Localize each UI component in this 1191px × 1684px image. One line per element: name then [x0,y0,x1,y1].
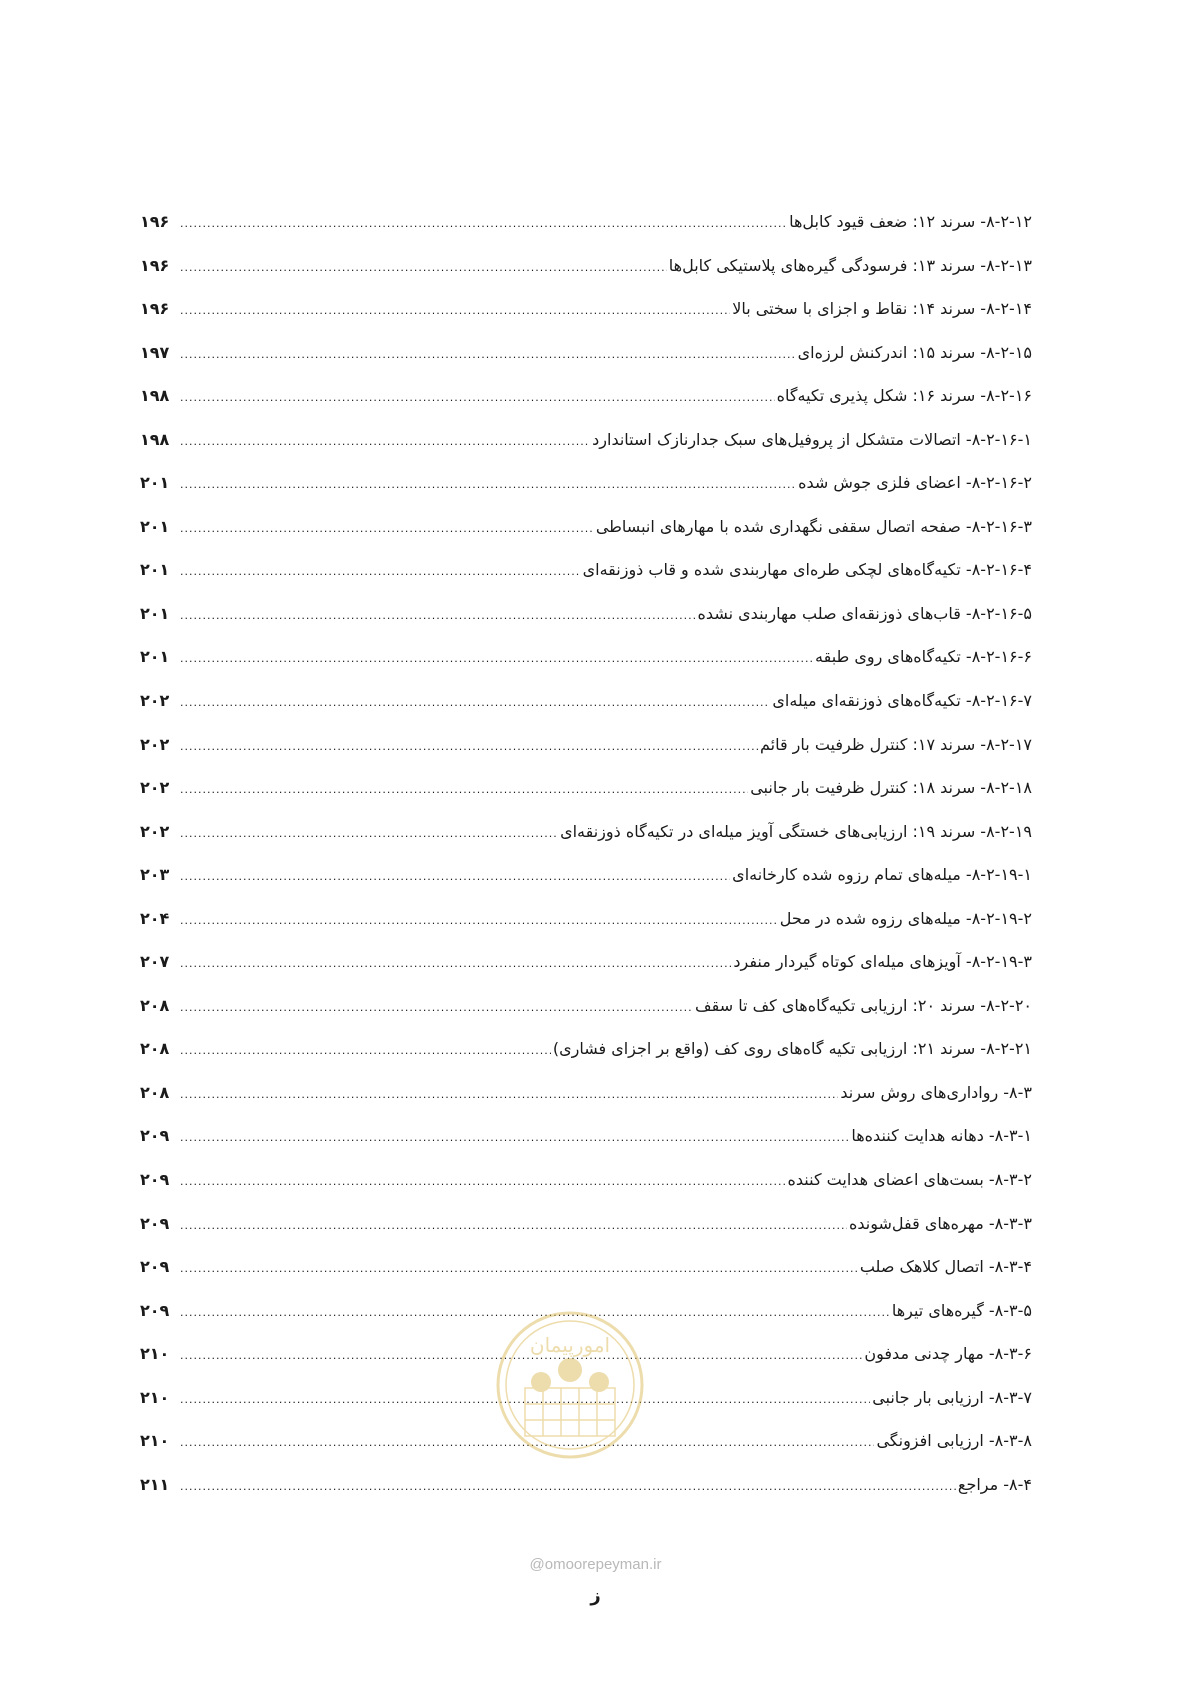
toc-entry-title: ۸-۲-۲۰- سرند ۲۰: ارزیابی تکیه‌گاه‌های کف تا سقف [695,995,1032,1015]
toc-entry-page: ۲۱۰ [140,1387,170,1407]
toc-entry [140,515,1032,559]
toc-entry [140,1255,1032,1299]
toc-dot-leader [180,473,796,497]
watermark-logo [495,1310,645,1460]
toc-entry-page: ۲۰۹ [140,1170,170,1190]
toc-entry [140,428,1032,472]
toc-entry-title: ۸-۳-۱- دهانه هدایت کننده‌ها [851,1126,1032,1146]
toc-dot-leader [180,1126,849,1150]
toc-dot-leader [180,822,558,846]
toc-entry [140,384,1032,428]
toc-entry [140,471,1032,515]
toc-dot-leader [180,691,770,715]
toc-dot-leader [180,1257,858,1281]
toc-dot-leader [180,996,693,1020]
toc-entry [140,733,1032,777]
toc-entry [140,1168,1032,1212]
toc-dot-leader [180,865,730,889]
toc-dot-leader [180,1214,847,1238]
toc-entry-page: ۱۹۸ [140,429,170,449]
toc-entry [140,558,1032,602]
toc-entry-page: ۱۹۶ [140,212,170,231]
toc-entry-page: ۲۰۲ [140,778,170,798]
toc-entry-title: ۸-۴- مراجع [957,1474,1032,1494]
toc-entry-page: ۲۰۲ [140,691,170,711]
toc-entry-page: ۱۹۷ [140,342,170,362]
toc-entry-title: ۸-۳-۴- اتصال کلاهک صلب [859,1257,1032,1277]
page-number: ز [590,1585,601,1606]
watermark-logo-text: امورپیمان [529,1333,611,1357]
toc-entry [140,1473,1032,1517]
toc-entry-page: ۲۰۱ [140,603,170,623]
toc-entry-title: ۸-۲-۱۹- سرند ۱۹: ارزیابی‌های خستگی آویز میله‌ای در تکیه‌گاه ذوزنقه‌ای [560,821,1032,841]
watermark-gears [531,1358,609,1392]
toc-entry [140,1081,1032,1125]
toc-entry-title: ۸-۳-۲- بست‌های اعضای هدایت کننده [787,1170,1032,1190]
toc-entry-title: ۸-۲-۱۶-۱- اتصالات متشکل از پروفیل‌های سبک جدارنازک استاندارد [592,429,1032,449]
toc-entry-title: ۸-۲-۱۶-۶- تکیه‌گاه‌های روی طبقه [815,647,1032,667]
toc-entry-page: ۲۰۹ [140,1257,170,1277]
toc-entry-title: ۸-۲-۱۴- سرند ۱۴: نقاط و اجزای با سختی بالا [732,299,1032,319]
toc-entry [140,210,1032,254]
toc-entry [140,820,1032,864]
toc-dot-leader [180,343,796,367]
toc-entry-title: ۸-۳-۸- ارزیابی افزونگی [876,1431,1032,1451]
toc-dot-leader [180,604,696,628]
toc-entry-title: ۸-۳-۳- مهره‌های قفل‌شونده [848,1213,1032,1233]
toc-dot-leader [180,560,581,584]
toc-entry-title: ۸-۲-۱۹-۳- آویزهای میله‌ای کوتاه گیردار منفرد [733,952,1032,972]
toc-entry-title: ۸-۲-۱۶-۳- صفحه اتصال سقفی نگهداری شده با مهارهای انبساطی [595,516,1032,536]
toc-entry-page: ۲۰۸ [140,1082,170,1102]
toc-entry-title: ۸-۲-۱۶-۴- تکیه‌گاه‌های لچکی طره‌ای مهاربندی شده و قاب ذوزنقه‌ای [582,560,1032,580]
toc-entry-page: ۲۰۹ [140,1126,170,1146]
toc-entry-page: ۱۹۶ [140,299,170,319]
toc-dot-leader [180,909,778,933]
toc-entry [140,645,1032,689]
toc-dot-leader [180,517,594,541]
toc-entry-page: ۲۰۱ [140,560,170,580]
toc-entry-title: ۸-۲-۱۸- سرند ۱۸: کنترل ظرفیت بار جانبی [750,778,1032,798]
toc-entry-page: ۲۰۱ [140,647,170,667]
toc-entry [140,950,1032,994]
toc-dot-leader [180,256,667,280]
toc-dot-leader [180,952,731,976]
toc-entry-page: ۱۹۶ [140,255,170,275]
toc-dot-leader [180,778,748,802]
toc-entry-title: ۸-۲-۱۳- سرند ۱۳: فرسودگی گیره‌های پلاستیکی کابل‌ها [668,255,1032,275]
toc-dot-leader [180,735,758,759]
toc-entry-title: ۸-۲-۱۶-۷- تکیه‌گاه‌های ذوزنقه‌ای میله‌ای [772,691,1032,711]
toc-entry-title: ۸-۳-۶- مهار چدنی مدفون [864,1344,1032,1364]
toc-entry-title: ۸-۲-۱۲- سرند ۱۲: ضعف قیود کابل‌ها [789,212,1032,231]
toc-entry-title: ۸-۳- رواداری‌های روش سرند [840,1082,1032,1102]
toc-entry-page: ۲۰۳ [140,865,170,885]
toc-entry [140,602,1032,646]
toc-entry-title: ۸-۲-۲۱- سرند ۲۱: ارزیابی تکیه گاه‌های روی کف (واقع بر اجزای فشاری) [552,1039,1032,1059]
toc-entry-title: ۸-۲-۱۶- سرند ۱۶: شکل پذیری تکیه‌گاه [776,386,1032,406]
toc-entry [140,1212,1032,1256]
toc-entry [140,341,1032,385]
toc-dot-leader [180,430,590,454]
toc-entry-title: ۸-۲-۱۹-۱- میله‌های تمام رزوه شده کارخانه‌ای [732,865,1032,885]
toc-entry-page: ۲۱۱ [140,1474,170,1494]
toc-entry-page: ۲۰۸ [140,995,170,1015]
toc-dot-leader [180,386,775,410]
toc-entry-title: ۸-۲-۱۹-۲- میله‌های رزوه شده در محل [779,908,1032,928]
toc-entry [140,1124,1032,1168]
toc-entry-page: ۱۹۸ [140,386,170,406]
toc-entry-page: ۲۰۱ [140,516,170,536]
toc-dot-leader [180,1039,551,1063]
toc-dot-leader [180,299,730,323]
toc-entry-page: ۲۰۱ [140,473,170,493]
toc-entry-page: ۲۰۴ [140,908,170,928]
toc-entry-page: ۲۰۲ [140,821,170,841]
toc-dot-leader [180,212,787,236]
toc-entry-title: ۸-۲-۱۶-۵- قاب‌های ذوزنقه‌ای صلب مهاربندی نشده [697,603,1032,623]
watermark-url: @omoorepeyman.ir [529,1556,662,1573]
toc-dot-leader [180,1083,838,1107]
toc-entry-page: ۲۰۷ [140,952,170,972]
toc-entry-page: ۲۰۹ [140,1213,170,1233]
toc-entry-page: ۲۰۸ [140,1039,170,1059]
toc-entry-page: ۲۰۹ [140,1300,170,1320]
toc-entry [140,863,1032,907]
toc-entry-title: ۸-۳-۷- ارزیابی بار جانبی [872,1387,1032,1407]
toc-entry [140,254,1032,298]
toc-entry [140,297,1032,341]
toc-entry [140,907,1032,951]
toc-entry-title: ۸-۲-۱۷- سرند ۱۷: کنترل ظرفیت بار قائم [759,734,1032,754]
toc-entry-title: ۸-۲-۱۶-۲- اعضای فلزی جوش شده [798,473,1032,493]
toc-entry [140,1037,1032,1081]
toc-dot-leader [180,1170,786,1194]
toc-entry [140,689,1032,733]
toc-dot-leader [180,1475,956,1499]
toc-entry-page: ۲۰۲ [140,734,170,754]
toc-entry-page: ۲۱۰ [140,1431,170,1451]
toc-entry [140,994,1032,1038]
toc-entry [140,776,1032,820]
toc-entry-title: ۸-۲-۱۵- سرند ۱۵: اندرکنش لرزه‌ای [797,342,1032,362]
watermark-grid [525,1388,615,1436]
toc-entry-page: ۲۱۰ [140,1344,170,1364]
toc-dot-leader [180,647,813,671]
toc-entry-title: ۸-۳-۵- گیره‌های تیرها [891,1300,1032,1320]
